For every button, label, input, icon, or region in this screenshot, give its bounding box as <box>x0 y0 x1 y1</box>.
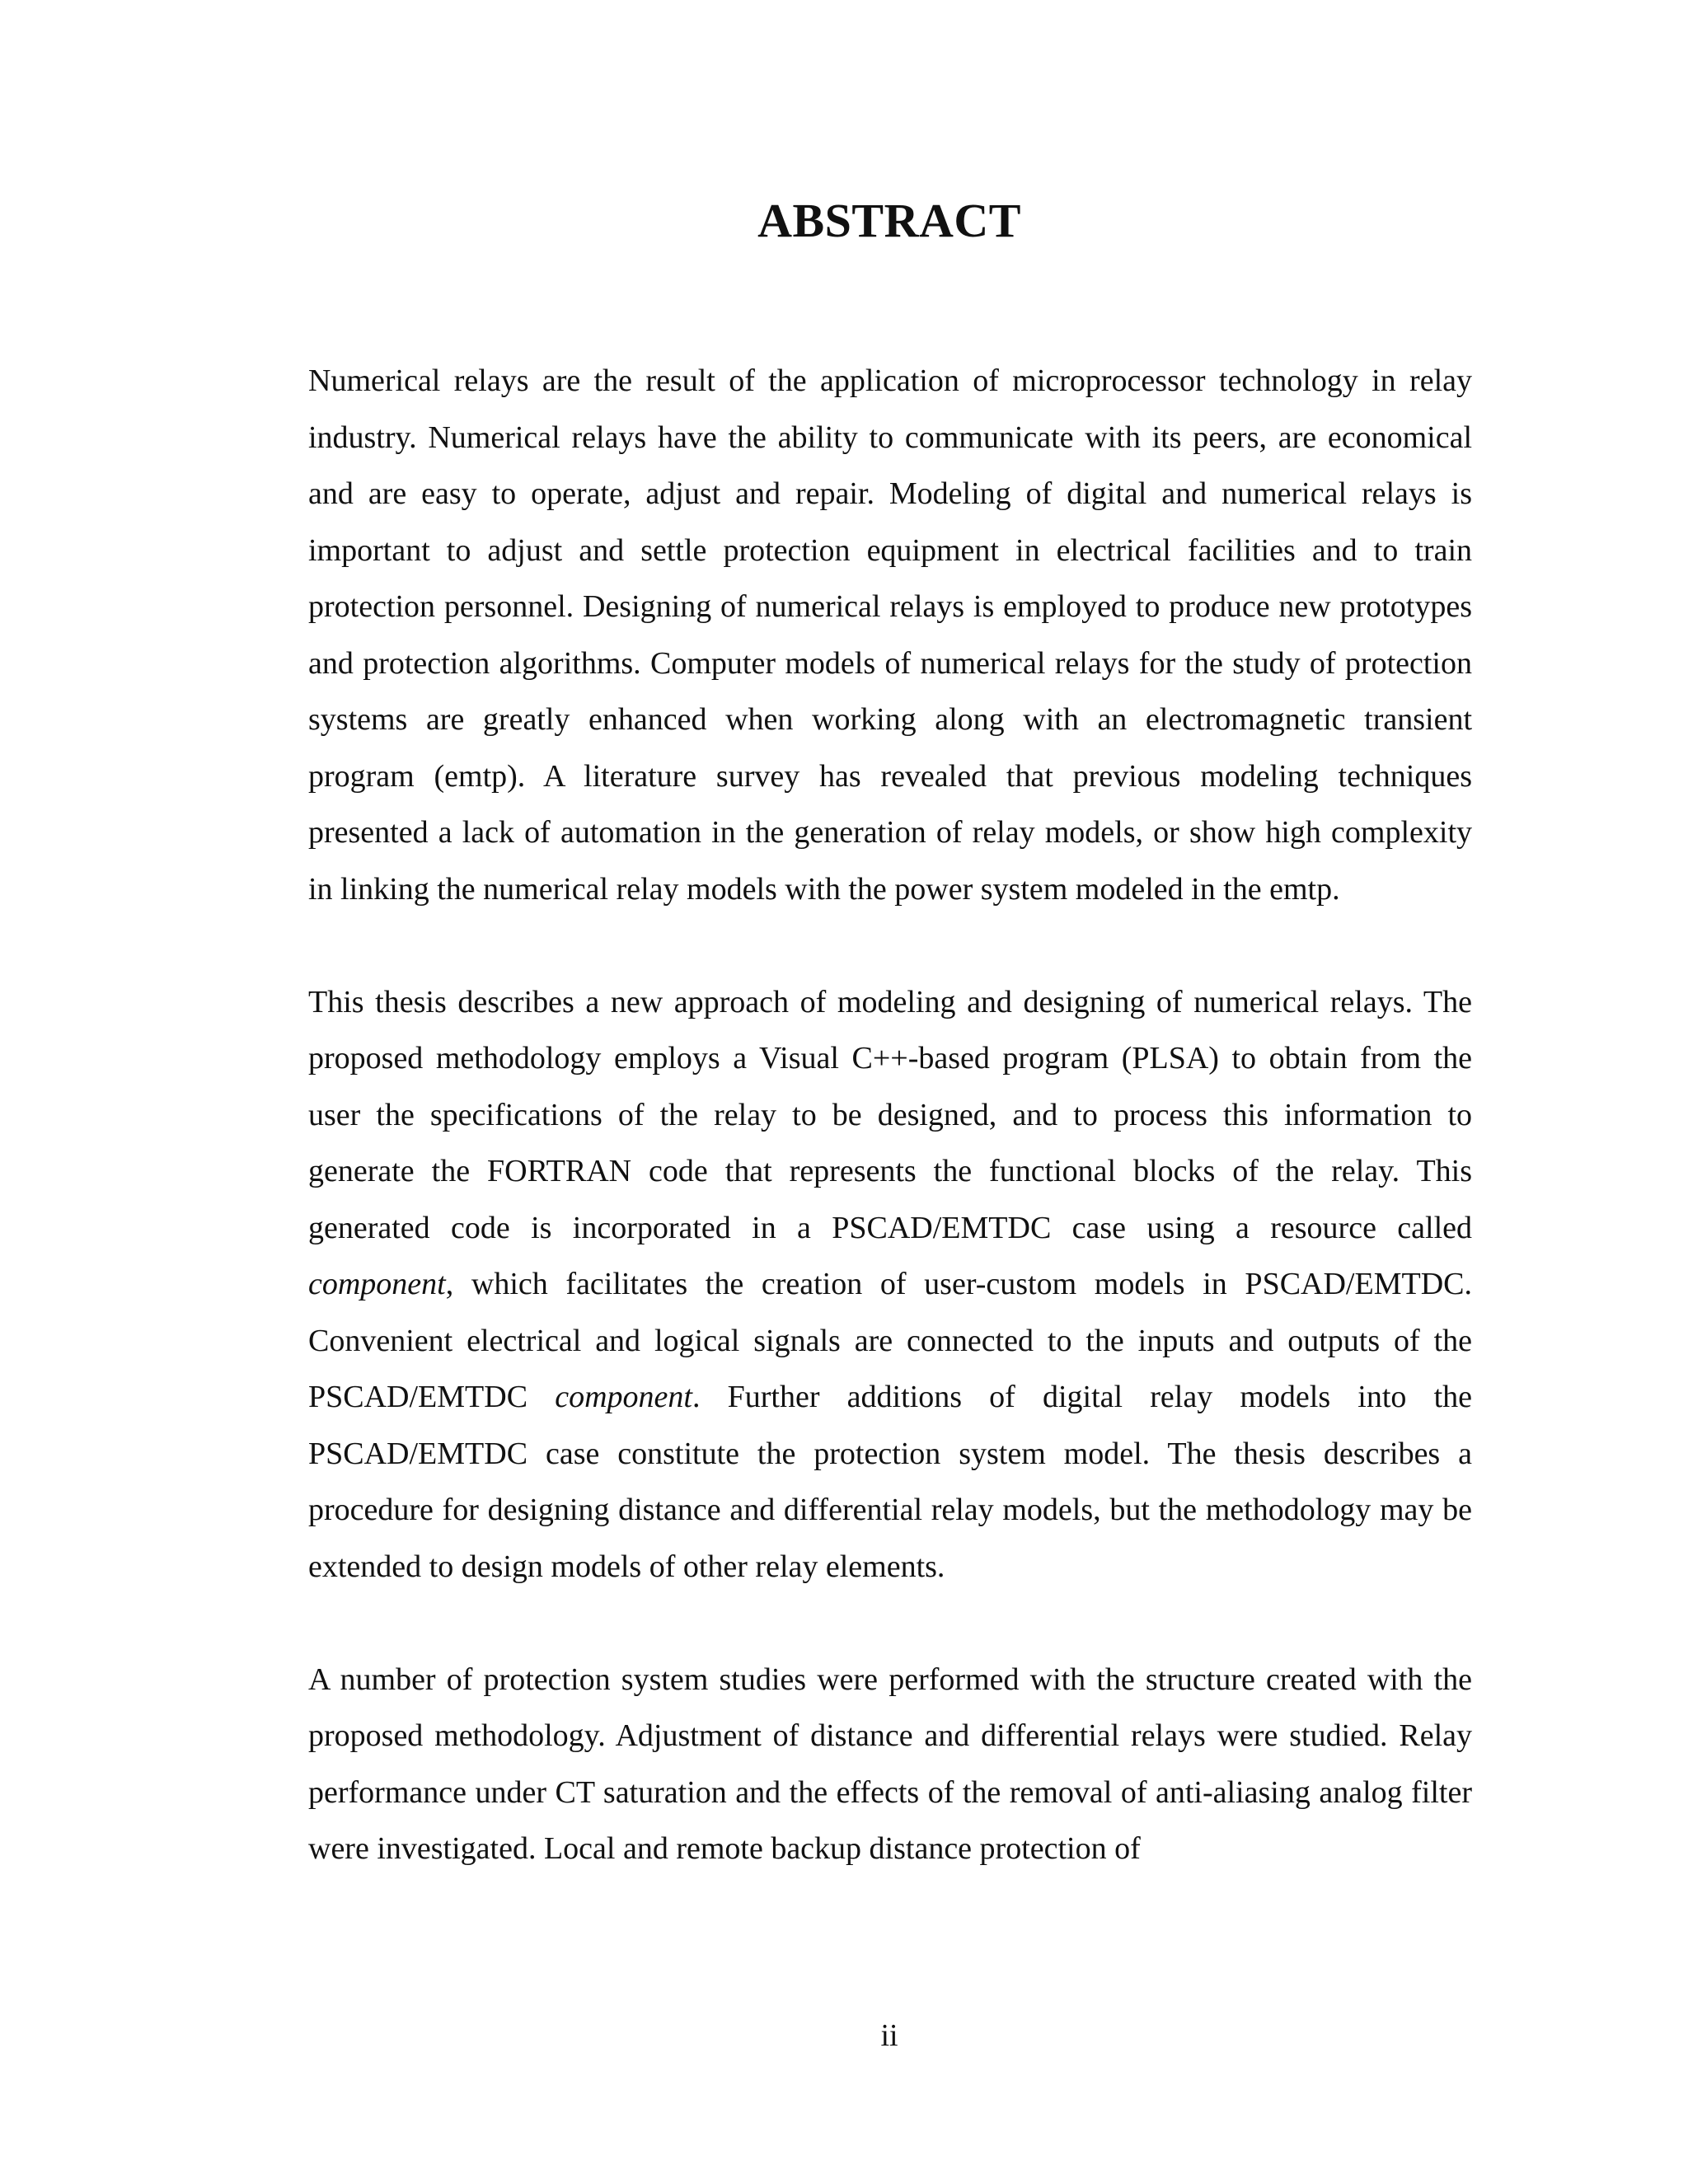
paragraph-1: Numerical relays are the result of the application of microprocessor technology in relay industry. Numerical relays have the ability to communicate with its peers, are economical and are easy to operate, adjust and repair. Modeling of digital and numerical relays is important to adjust and settle protection equipment in electrical facilities and to train protection personnel. Designing of numerical relays is employed to produce new prototypes and protection algorithms. Computer models of numerical relays for the study of protection systems are greatly enhanced when working along with an electromagnetic transient program (emtp). A literature survey has revealed that previous modeling techniques presented a lack of automation in the generation of relay models, or show high complexity in linking the numerical relay models with the power system modeled in the emtp. <box>308 363 1472 907</box>
abstract-body <box>308 353 1472 1877</box>
paragraph-2 <box>308 974 1472 1596</box>
paragraph-2-part-1: This thesis describes a new approach of modeling and designing of numerical relays. The proposed methodology employs a Visual C++-based program (PLSA) to obtain from the user the specifications of the relay to be designed, and to process this information to generate the FORTRAN code that represents the functional blocks of the relay. This generated code is incorporated in a PSCAD/EMTDC case using a resource called <box>308 984 1472 1245</box>
paragraph-2-part-2: , which facilitates the creation of user-custom models in PSCAD/EMTDC. Convenient electrical and logical signals are connected to the inputs and outputs of the PSCAD/EMTDC <box>308 1267 1472 1414</box>
paragraph-3: A number of protection system studies were performed with the structure created with the proposed methodology. Adjustment of distance and differential relays were studied. Relay performance under CT saturation and the effects of the removal of anti-aliasing analog filter were investigated. Local and remote backup distance protection of <box>308 1661 1472 1866</box>
page-number: ii <box>880 2018 898 2053</box>
paragraph-2-part-3: . Further additions of digital relay models into the PSCAD/EMTDC case constitute the protection system model. The thesis describes a procedure for designing distance and differential relay models, but the methodology may be extended to design models of other relay elements. <box>308 1380 1472 1584</box>
italic-term-component-2: component <box>555 1380 692 1414</box>
page-title: ABSTRACT <box>757 194 1021 247</box>
italic-term-component: component <box>308 1267 446 1301</box>
